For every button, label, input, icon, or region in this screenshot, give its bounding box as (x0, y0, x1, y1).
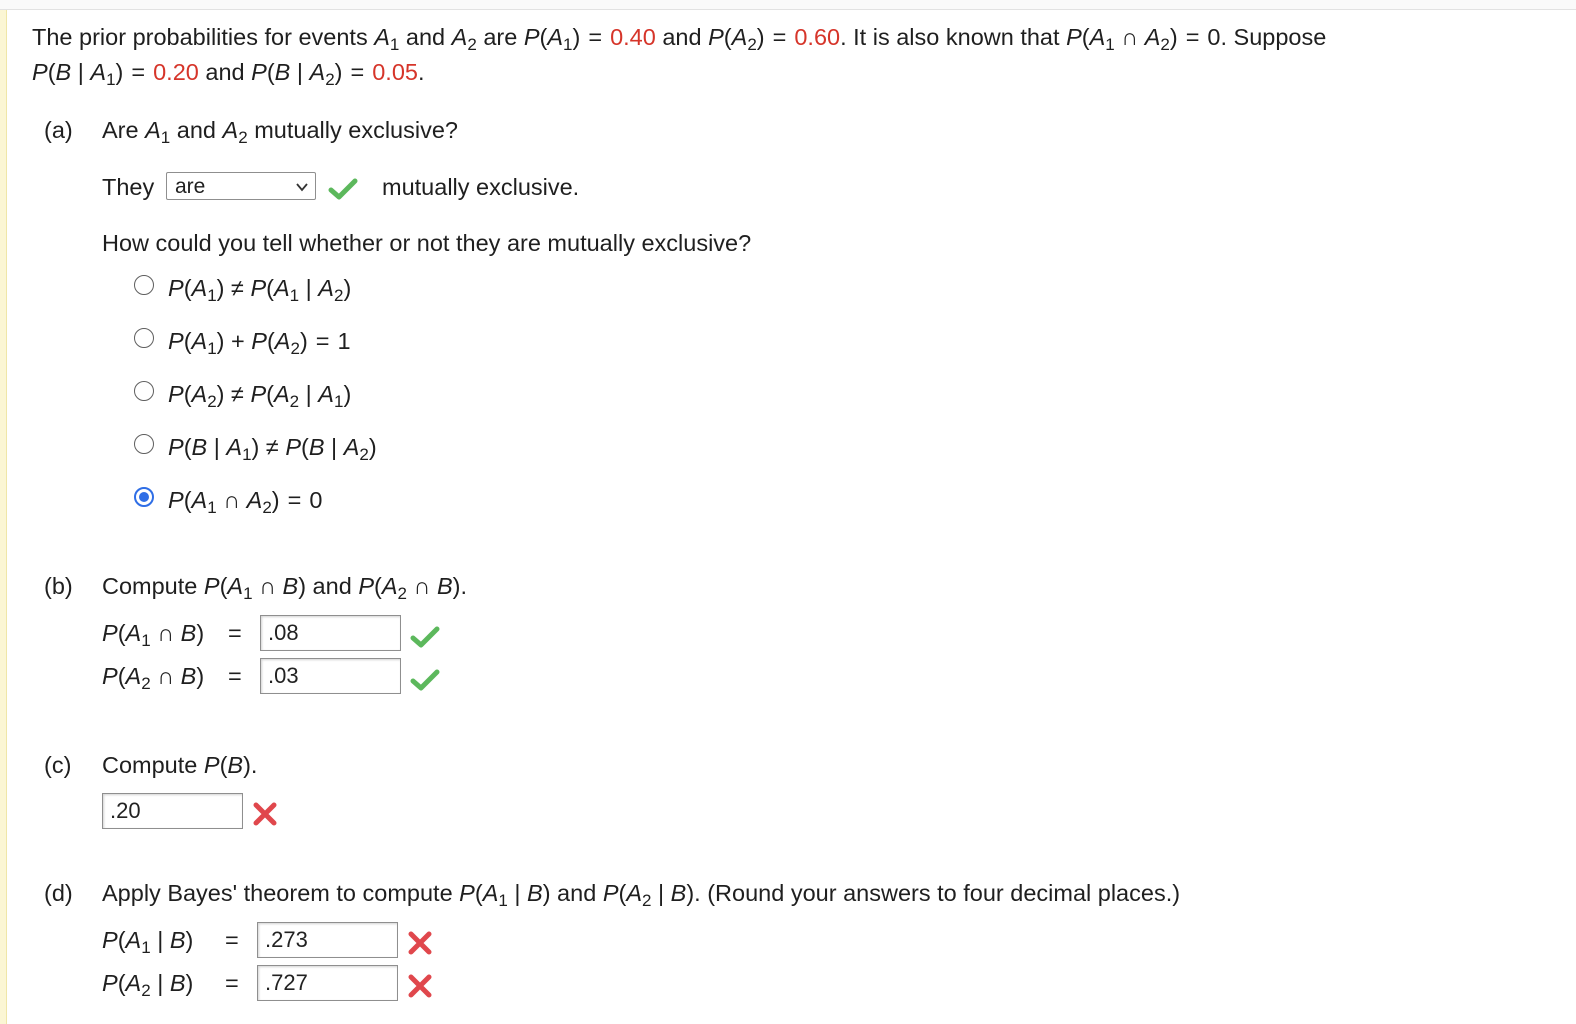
intro-line-2: P(B | $A_1) = 0.20$ and P(B | $A_2) = 0.05$. (32, 59, 425, 89)
option-4-label: P(B | $A_1) \ne P(B$ | $A_2$) (168, 434, 377, 464)
question-text: Compute (102, 573, 204, 599)
check-icon (410, 624, 440, 650)
intro-text: and (655, 24, 709, 50)
question-text: and (306, 573, 359, 599)
option-2-label: $P(A_1) + P(A_2) = 1$ (168, 328, 351, 358)
equals-sign: = (225, 970, 239, 996)
PA2B-input[interactable] (260, 658, 401, 694)
question-text: mutually exclusive? (247, 117, 458, 143)
question-text: . (460, 573, 467, 599)
PA1B-label: $P(A_1$ ∩ B) (102, 620, 205, 650)
given-PA1: 0.40 (610, 24, 656, 50)
question-text: Are (102, 117, 146, 143)
how-question: How could you tell whether or not they are mutually exclusive? (102, 230, 752, 256)
radio-option-1[interactable] (134, 275, 154, 295)
intro-line-1: The prior probabilities for events $A_1$ and $A_2$ are $P(A_1) = 0.40$ and $P(A_2) = 0.60$. It is also known that $P(A_1$ ∩ $A_2) = 0$. Suppose (32, 24, 1327, 54)
equals-sign: = (228, 620, 242, 646)
cross-icon (406, 972, 434, 1000)
question-text: Compute (102, 752, 204, 778)
intro-text: are (476, 24, 524, 50)
part-a-question: Are $A_1$ and $A_2$ mutually exclusive? (102, 117, 458, 147)
radio-option-4[interactable] (134, 434, 154, 454)
select-value: are (175, 175, 206, 198)
part-c-label: (c) (44, 752, 72, 778)
intro-text: . It is also known that (840, 24, 1067, 50)
check-icon (328, 176, 358, 202)
option-3-label: $P(A_2) \ne P(A_2$ | $A_1$) (168, 381, 352, 411)
PA2givenB-input[interactable] (257, 965, 398, 1001)
intro-text: The prior probabilities for events (32, 24, 375, 50)
part-d-label: (d) (44, 880, 73, 906)
equals-sign: = (228, 663, 242, 689)
question-text: Apply Bayes' theorem to compute (102, 880, 460, 906)
intro-text: and (198, 59, 252, 85)
part-c-question: Compute P(B). (102, 752, 258, 778)
question-text: . (250, 752, 258, 778)
question-text: and (170, 117, 223, 143)
PA2B-label: $P(A_2$ ∩ B) (102, 663, 205, 693)
PA1givenB-label: $P(A_1$ | B) (102, 927, 194, 957)
intro-text: 0. Suppose (1207, 24, 1327, 50)
intro-text: . (417, 59, 425, 85)
intro-text: and (399, 24, 452, 50)
PB-input[interactable] (102, 793, 243, 829)
they-label: They (102, 174, 155, 200)
option-1-label: $P(A_1) \ne P(A_1$ | $A_2$) (168, 275, 352, 305)
PA2givenB-label: $P(A_2$ | B) (102, 970, 194, 1000)
PA1givenB-input[interactable] (257, 922, 398, 958)
top-border (0, 0, 1576, 10)
equals-sign: = (225, 927, 239, 953)
part-d-question: Apply Bayes' theorem to compute $P(A_1$ | B) and $P(A_2$ | B). (Round your answers to four decimal places.) (102, 880, 1181, 910)
part-b-label: (b) (44, 573, 73, 599)
radio-option-2[interactable] (134, 328, 154, 348)
question-text: and (550, 880, 603, 906)
chevron-down-icon (295, 180, 309, 194)
given-PB-A1: 0.20 (153, 59, 199, 85)
cross-icon (251, 800, 279, 828)
math-A1: $A_1$ (374, 24, 400, 54)
part-b-question: Compute $P(A_1$ ∩ B) and $P(A_2$ ∩ B). (102, 573, 467, 603)
given-PB-A2: 0.05 (372, 59, 418, 85)
part-a-label: (a) (44, 117, 73, 143)
check-icon (410, 667, 440, 693)
option-5-label: $P(A_1$ ∩ $A_2) = 0$ (168, 487, 323, 517)
left-margin-bar (0, 10, 7, 1024)
cross-icon (406, 929, 434, 957)
radio-option-3[interactable] (134, 381, 154, 401)
math-PA1: P (523, 24, 540, 50)
question-text: . (Round your answers to four decimal places.) (694, 880, 1181, 906)
exclusive-select[interactable] (166, 172, 316, 200)
given-PA2: 0.60 (794, 24, 841, 50)
PA1B-input[interactable] (260, 615, 401, 651)
radio-option-5-selected[interactable] (134, 487, 154, 507)
mutually-exclusive-suffix: mutually exclusive. (382, 174, 580, 200)
math-A2: $A_2$ (451, 24, 477, 54)
